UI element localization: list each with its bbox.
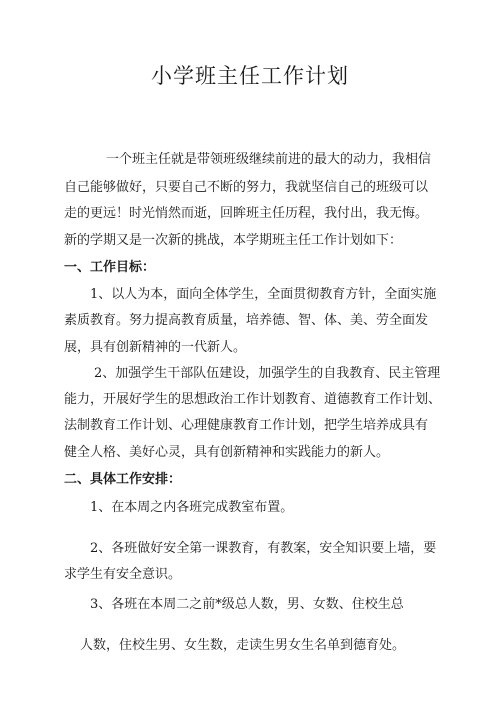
text-line: 能力，开展好学生的思想政治工作计划教育、道德教育工作计划、 — [64, 392, 442, 407]
text-line: 2、加强学生干部队伍建设，加强学生的自我教育、民主管理 — [94, 366, 441, 381]
page-title: 小学班主任工作计划 — [151, 64, 349, 88]
section-heading-arrangements: 二、具体工作安排： — [64, 472, 182, 487]
text-line: 素质教育。努力提高教育质量，培养德、智、体、美、劳全面发 — [64, 313, 429, 328]
text-line: 健全人格、美好心灵，具有创新精神和实践能力的新人。 — [64, 445, 390, 460]
text-line: 法制教育工作计划、心理健康教育工作计划，把学生培养成具有 — [64, 418, 429, 433]
text-line: 走的更远！时光悄然而逝，回眸班主任历程，我付出，我无悔。 — [64, 206, 429, 221]
text-line: 人数，住校生男、女生数，走读生男女生名单到德育处。 — [80, 638, 406, 653]
arrangement-item-1: 1、在本周之内各班完成教室布置。 — [90, 500, 294, 515]
text-line: 1、以人为本，面向全体学生，全面贯彻教育方针，全面实施 — [90, 287, 437, 302]
text-line: 3、各班在本周二之前*级总人数，男、女数、住校生总 — [90, 597, 404, 612]
text-line: 求学生有安全意识。 — [64, 567, 182, 582]
text-line: 2、各班做好安全第一课教育，有教案，安全知识要上墙，要 — [90, 541, 437, 556]
text-line: 新的学期又是一次新的挑战，本学期班主任工作计划如下： — [64, 233, 403, 248]
text-line: 一个班主任就是带领班级继续前进的最大的动力，我相信 — [106, 152, 432, 167]
section-heading-goals: 一、工作目标： — [64, 260, 156, 275]
text-line: 自己能够做好，只要自己不断的努力，我就坚信自己的班级可以 — [64, 180, 429, 195]
text-line: 展，具有创新精神的一代新人。 — [64, 340, 247, 355]
